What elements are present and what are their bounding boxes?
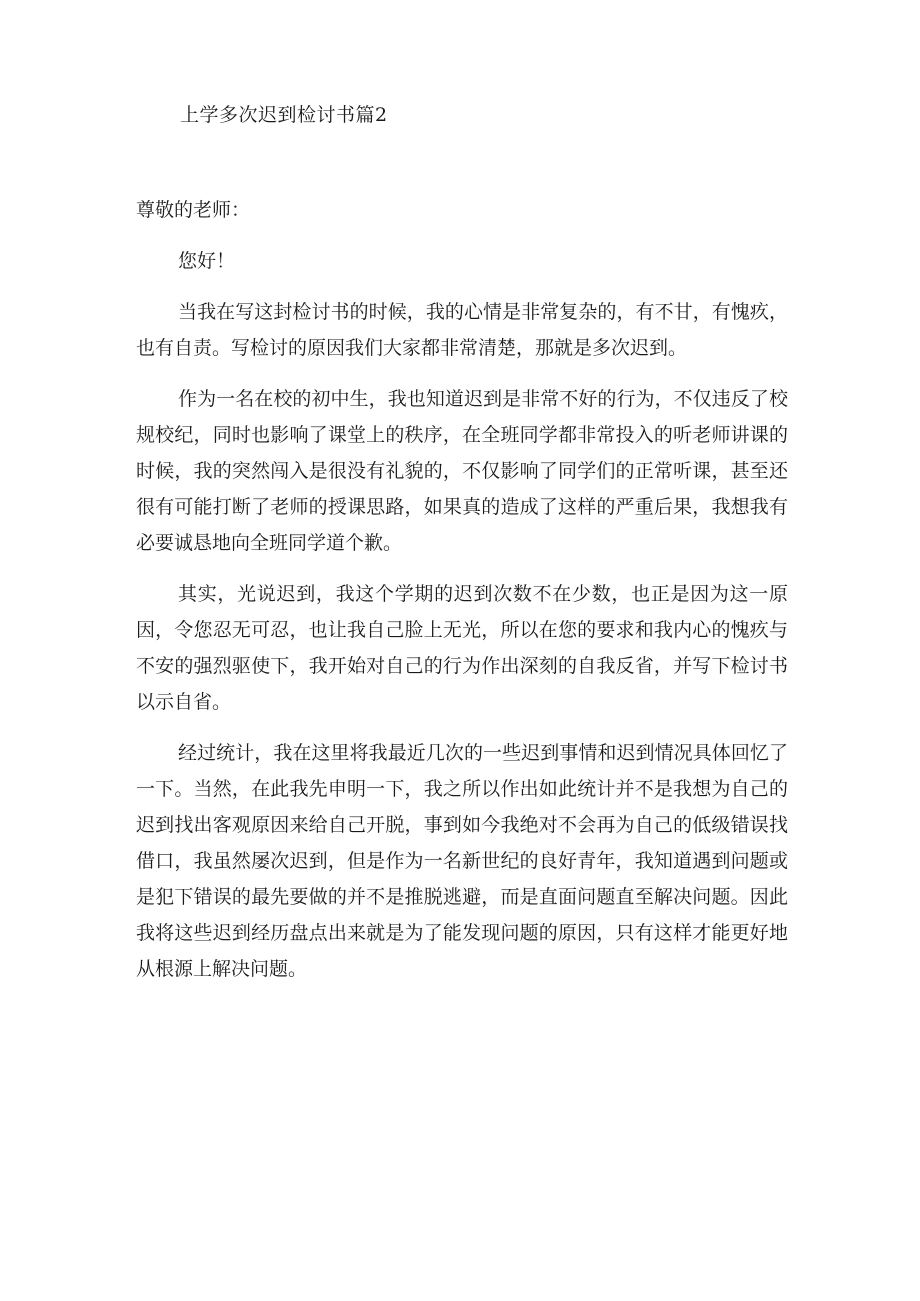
- document-title: 上学多次迟到检讨书篇2: [180, 104, 388, 126]
- paragraph-3: 其实，光说迟到，我这个学期的迟到次数不在少数，也正是因为这一原因，令您忍无可忍，也让我自己脸上无光，所以在您的要求和我内心的愧疚与不安的强烈驱使下，我开始对自己的行为作出深刻的自我反省，并写下检讨书以示自省。: [136, 583, 788, 713]
- paragraph-4: 经过统计，我在这里将我最近几次的一些迟到事情和迟到情况具体回忆了一下。当然，在此我先申明一下，我之所以作出如此统计并不是我想为自己的迟到找出客观原因来给自己开脱，事到如今我绝对不会再为自己的低级错误找借口，我虽然屡次迟到，但是作为一名新世纪的良好青年，我知道遇到问题或是犯下错误的最先要做的并不是推脱逃避，而是直面问题直至解决问题。因此我将这些迟到经历盘点出来就是为了能发现问题的原因，只有这样才能更好地从根源上解决问题。: [136, 742, 788, 980]
- salutation: 尊敬的老师：: [136, 199, 251, 221]
- paragraph-2: 作为一名在校的初中生，我也知道迟到是非常不好的行为，不仅违反了校规校纪，同时也影响了课堂上的秩序，在全班同学都非常投入的听老师讲课的时候，我的突然闯入是很没有礼貌的，不仅影响了同学们的正常听课，甚至还很有可能打断了老师的授课思路，如果真的造成了这样的严重后果，我想我有必要诚恳地向全班同学道个歉。: [136, 388, 788, 554]
- document-body: [136, 192, 788, 1002]
- paragraph-1: 当我在写这封检讨书的时候，我的心情是非常复杂的，有不甘，有愧疚，也有自责。写检讨的原因我们大家都非常清楚，那就是多次迟到。: [136, 301, 788, 359]
- greeting: 您好！: [178, 250, 236, 272]
